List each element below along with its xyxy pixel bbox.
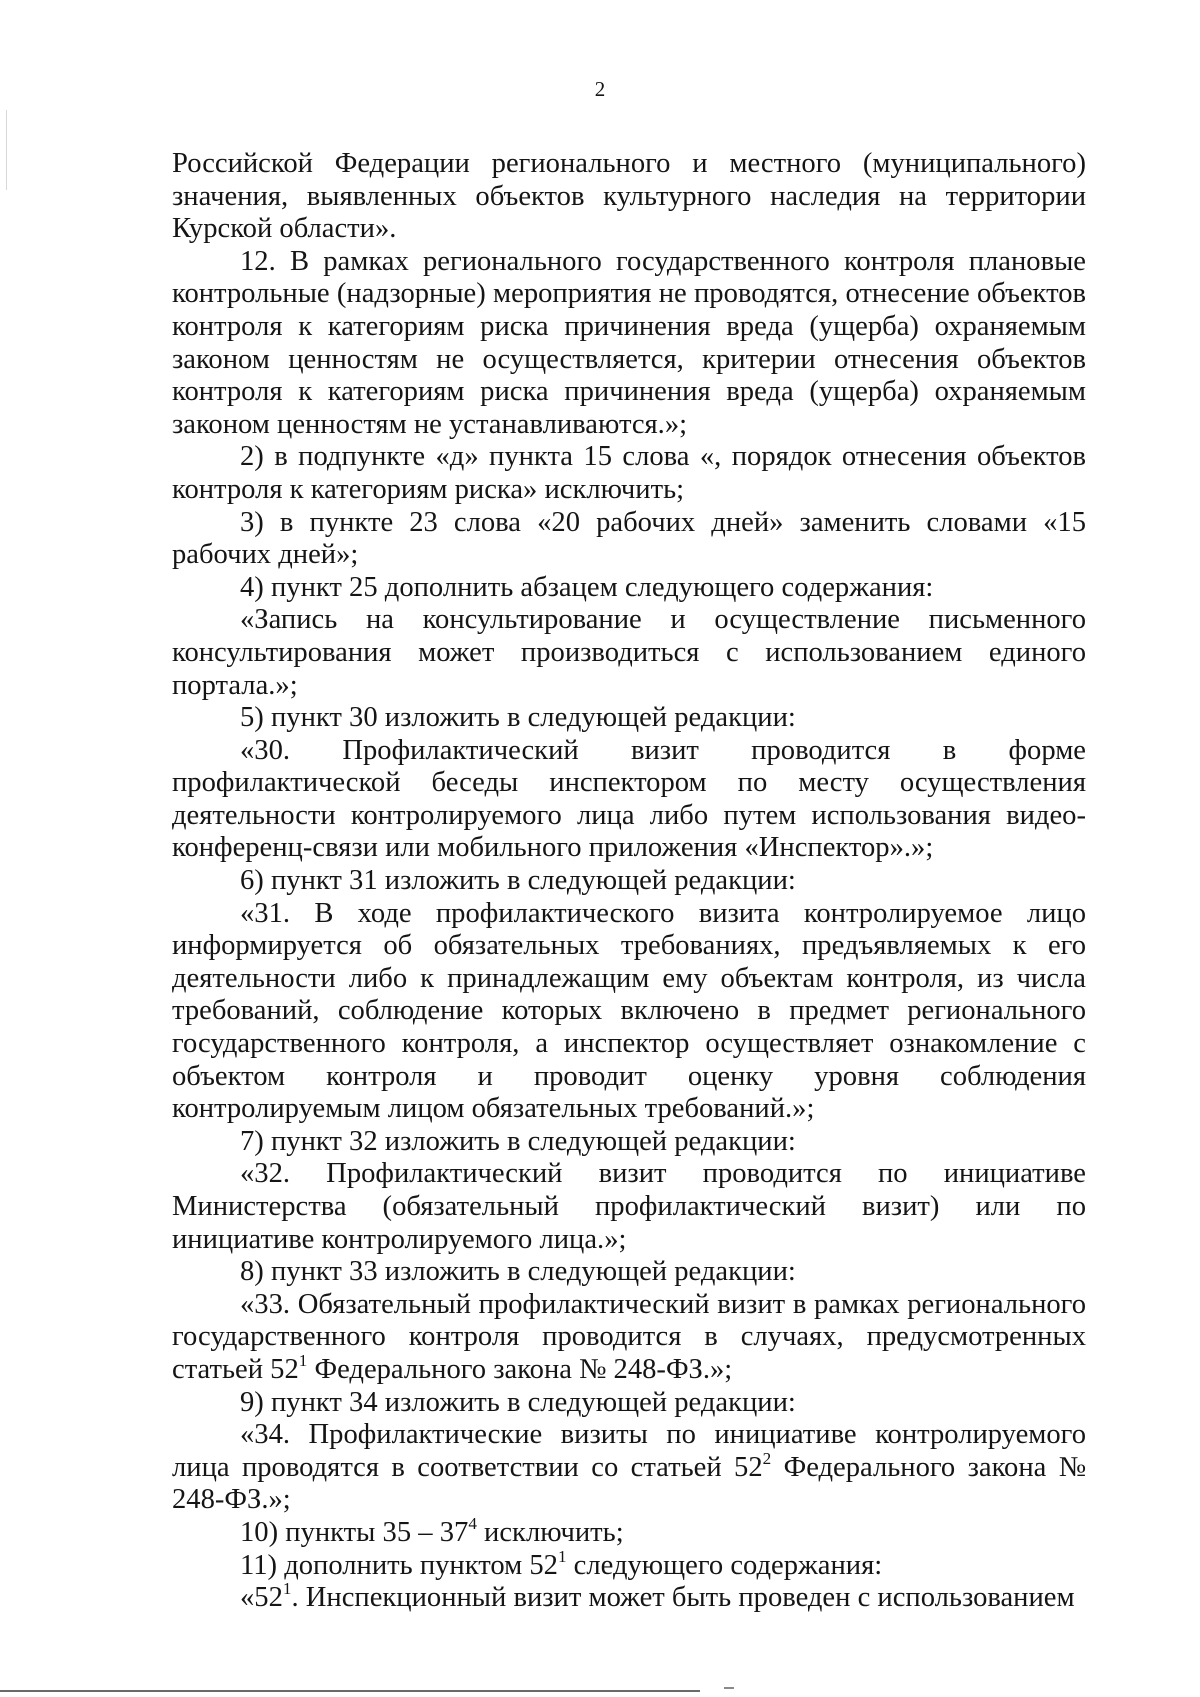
text-run: . Инспекционный визит может быть проведен с использованием — [291, 1582, 1075, 1614]
superscript: 2 — [762, 1448, 772, 1468]
text-run: «33. Обязательный профилактический визит в рамках регионального государственного контроля проводится в случаях, предусмотренных статьей 52 — [172, 1288, 1086, 1385]
superscript: 1 — [557, 1546, 567, 1566]
text-run: следующего содержания: — [566, 1549, 883, 1581]
scan-bottom-mark — [724, 1687, 734, 1689]
text-run: 11) дополнить пунктом 52 — [240, 1549, 558, 1581]
paragraph-amendment-6: 6) пункт 31 изложить в следующей редакции: — [240, 865, 796, 897]
paragraph-amendment-9: 9) пункт 34 изложить в следующей редакции: — [240, 1386, 796, 1418]
paragraph-quote-32: «32. Профилактический визит проводится по инициативе Министерства (обязательный профилактический визит) или по инициативе контролируемого лица.»; — [172, 1158, 1086, 1255]
text-run: «52 — [240, 1582, 283, 1614]
text-run: 10) пункты 35 – 37 — [240, 1516, 469, 1548]
paragraph-quote-30: «30. Профилактический визит проводится в форме профилактической беседы инспектором по месту осуществления деятельности контролируемого лица либо путем использования видео-конференц-связи или мобильного приложения «Инспектор».»; — [172, 734, 1086, 864]
paragraph-amendment-3: 3) в пункте 23 слова «20 рабочих дней» заменить словами «15 рабочих дней»; — [172, 506, 1086, 571]
paragraph-amendment-5: 5) пункт 30 изложить в следующей редакции: — [240, 702, 796, 734]
paragraph-amendment-4: 4) пункт 25 дополнить абзацем следующего содержания: — [240, 571, 934, 603]
paragraph-item-12: 12. В рамках регионального государственного контроля плановые контрольные (надзорные) мероприятия не проводятся, отнесение объектов контроля к категориям риска причинения вреда (ущерба) охраняемым законом ценностям не осуществляется, критерии отнесения объектов контроля к категориям риска причинения вреда (ущерба) охраняемым законом ценностям не устанавливаются.»; — [172, 245, 1086, 440]
paragraph-amendment-10 — [172, 1513, 1086, 1550]
scan-edge-artifact — [6, 110, 7, 190]
text-run: «34. Профилактические визиты по инициативе контролируемого лица проводятся в соответствии со статьей 52 — [172, 1419, 1086, 1483]
paragraph-quote-34 — [172, 1419, 1086, 1517]
paragraph-quote-31: «31. В ходе профилактического визита контролируемое лицо информируется об обязательных требованиях, предъявляемых к его деятельности либо к принадлежащим ему объектам контроля, из числа требований, соблюдение которых включено в предмет регионального государственного контроля, а инспектор осуществляет ознакомление с объектом контроля и проводит оценку уровня соблюдения контролируемым лицом обязательных требований.»; — [172, 897, 1086, 1125]
paragraph-quote-52-1 — [172, 1579, 1086, 1615]
text-run: Федерального закона № 248-ФЗ.»; — [172, 1451, 1086, 1516]
scan-bottom-line — [0, 1690, 700, 1692]
paragraph-quote-33 — [172, 1289, 1086, 1387]
paragraph-amendment-8: 8) пункт 33 изложить в следующей редакции: — [240, 1256, 796, 1288]
paragraph-amendment-11 — [172, 1546, 1086, 1583]
text-run: Федерального закона № 248-ФЗ.»; — [307, 1353, 733, 1385]
superscript: 1 — [298, 1350, 308, 1370]
paragraph-continuation: Российской Федерации регионального и местного (муниципального) значения, выявленных объектов культурного наследия на территории Курской области». — [172, 148, 1086, 245]
superscript: 1 — [282, 1579, 292, 1599]
paragraph-amendment-2: 2) в подпункте «д» пункта 15 слова «, порядок отнесения объектов контроля к категориям риска» исключить; — [172, 441, 1086, 505]
paragraph-amendment-7: 7) пункт 32 изложить в следующей редакции: — [240, 1125, 796, 1157]
superscript: 4 — [468, 1513, 477, 1533]
text-run: исключить; — [476, 1516, 624, 1548]
document-body — [172, 148, 1086, 1615]
paragraph-quote-25: «Запись на консультирование и осуществление письменного консультирования может производиться с использованием единого портала.»; — [172, 604, 1086, 701]
page-number: 2 — [594, 77, 606, 101]
